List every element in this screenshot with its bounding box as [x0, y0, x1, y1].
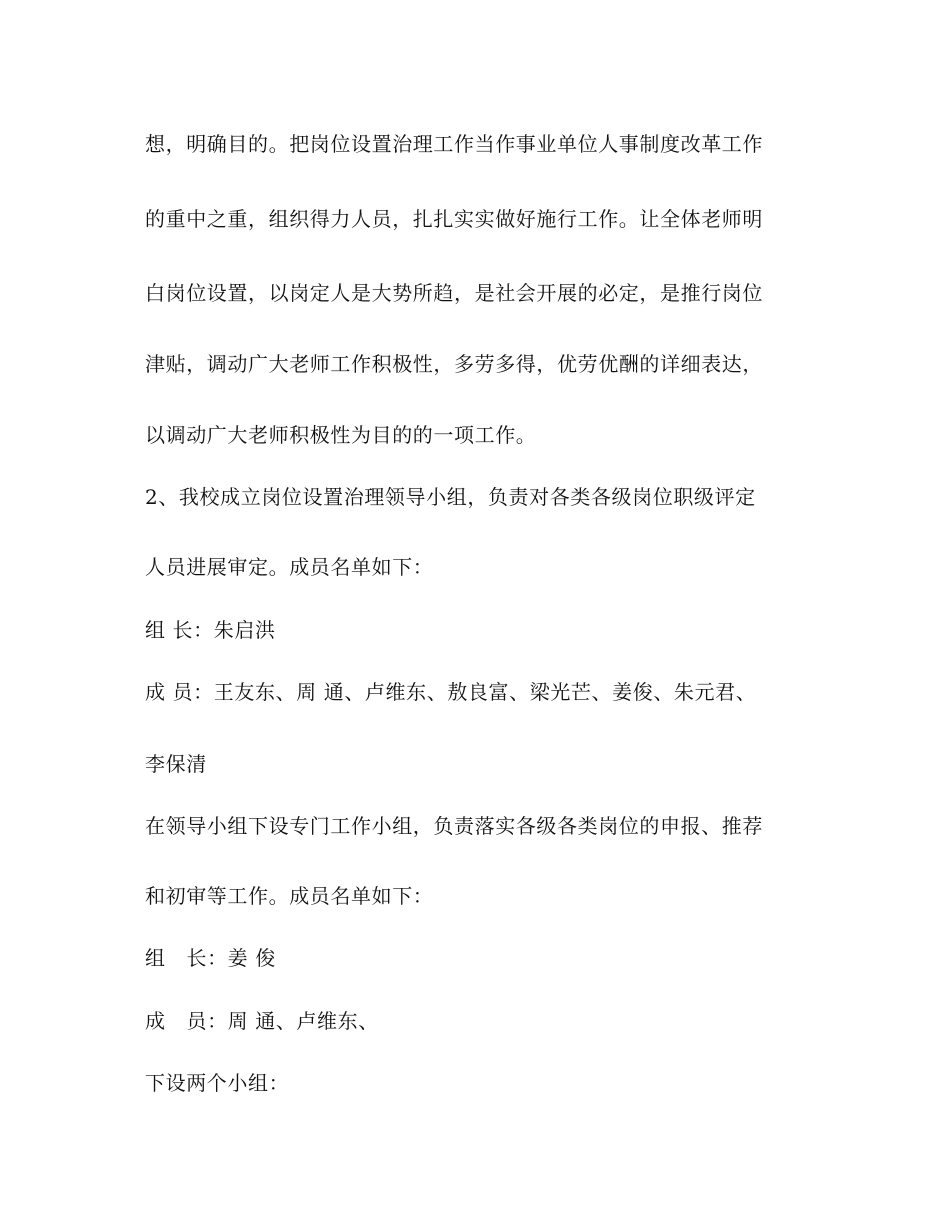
members-line: 李保清 — [145, 752, 207, 776]
leader-line: 组 长：朱启洪 — [145, 618, 276, 642]
paragraph-line: 白岗位设置，以岗定人是大势所趋，是社会开展的必定，是推行岗位 — [145, 281, 763, 305]
members-line: 成 员：王友东、周 通、卢维东、敖良富、梁光芒、姜俊、朱元君、 — [145, 680, 757, 704]
paragraph-line: 津贴，调动广大老师工作积极性，多劳多得，优劳优酬的详细表达， — [145, 352, 763, 376]
paragraph-line: 人员进展审定。成员名单如下： — [145, 555, 434, 579]
paragraph-line: 的重中之重，组织得力人员，扎扎实实做好施行工作。让全体老师明 — [145, 207, 763, 231]
paragraph-line: 想，明确目的。把岗位设置治理工作当作事业单位人事制度改革工作 — [145, 132, 763, 156]
paragraph-line: 在领导小组下设专门工作小组，负责落实各级各类岗位的申报、推荐 — [145, 814, 763, 838]
leader-line: 组 长：姜 俊 — [145, 946, 276, 970]
section-heading-line: 2、我校成立岗位设置治理领导小组，负责对各类各级岗位职级评定 — [145, 485, 756, 509]
paragraph-line: 下设两个小组： — [145, 1071, 290, 1095]
paragraph-line: 以调动广大老师积极性为目的的一项工作。 — [145, 423, 537, 447]
members-line: 成 员：周 通、卢维东、 — [145, 1009, 379, 1033]
paragraph-line: 和初审等工作。成员名单如下： — [145, 884, 434, 908]
